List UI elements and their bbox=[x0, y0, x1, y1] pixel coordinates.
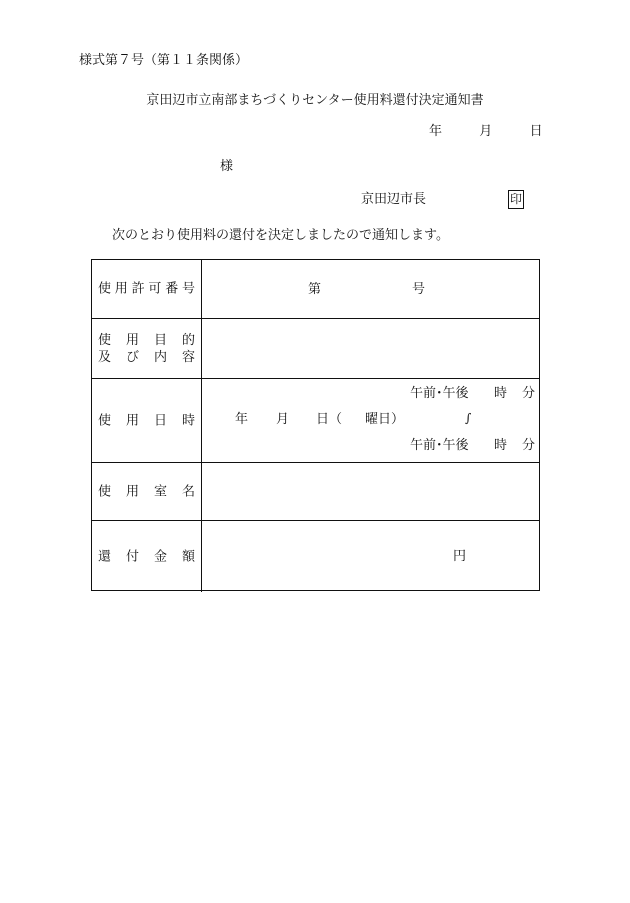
addressee-suffix: 様 bbox=[220, 159, 234, 174]
permit-number-value-cell bbox=[202, 260, 539, 318]
row-purpose bbox=[92, 319, 539, 379]
issuer-name: 京田辺市長 bbox=[361, 192, 427, 207]
range-mark: ∫ bbox=[465, 411, 472, 425]
permit-number-suffix: 号 bbox=[412, 282, 426, 297]
room-label-cell bbox=[92, 463, 202, 520]
date-day: 日（ bbox=[316, 412, 343, 427]
date-weekday: 曜日） bbox=[365, 412, 405, 427]
refund-label: 還 付 金 額 bbox=[98, 549, 195, 564]
purpose-label-line2: 及 び 内 容 bbox=[98, 349, 195, 365]
refund-form-table bbox=[91, 259, 540, 591]
row-datetime bbox=[92, 379, 539, 463]
room-value-cell bbox=[202, 463, 539, 520]
refund-unit: 円 bbox=[453, 549, 467, 564]
purpose-label-line1: 使 用 目 的 bbox=[98, 332, 195, 348]
purpose-label-cell bbox=[92, 319, 202, 378]
start-minute: 分 bbox=[522, 386, 536, 401]
end-ampm: 午前･午後 bbox=[410, 438, 469, 453]
intro-text: 次のとおり使用料の還付を決定しましたので通知します。 bbox=[112, 228, 449, 243]
start-hour: 時 bbox=[494, 386, 508, 401]
date-month-label: 月 bbox=[479, 124, 493, 139]
datetime-label: 使 用 日 時 bbox=[98, 413, 195, 428]
date-day-label: 日 bbox=[529, 124, 543, 139]
permit-number-prefix: 第 bbox=[308, 282, 322, 297]
room-label: 使 用 室 名 bbox=[98, 484, 195, 499]
row-refund-amount bbox=[92, 521, 539, 592]
date-year-label: 年 bbox=[429, 124, 443, 139]
document-title: 京田辺市立南部まちづくりセンター使用料還付決定通知書 bbox=[146, 93, 484, 108]
date-month: 月 bbox=[276, 412, 290, 427]
date-line bbox=[429, 124, 543, 140]
refund-label-cell bbox=[92, 521, 202, 592]
end-hour: 時 bbox=[494, 438, 508, 453]
datetime-label-cell bbox=[92, 379, 202, 462]
seal-mark: 印 bbox=[508, 190, 524, 209]
datetime-value-cell bbox=[202, 379, 539, 462]
date-year: 年 bbox=[235, 412, 249, 427]
refund-value-cell bbox=[202, 521, 539, 592]
purpose-value-cell bbox=[202, 319, 539, 378]
permit-number-label: 使用許可番号 bbox=[98, 281, 195, 297]
start-ampm: 午前･午後 bbox=[410, 386, 469, 401]
form-number: 様式第７号（第１１条関係） bbox=[79, 53, 249, 68]
end-minute: 分 bbox=[522, 438, 536, 453]
row-permit-number bbox=[92, 260, 539, 319]
row-room bbox=[92, 463, 539, 521]
permit-number-label-cell bbox=[92, 260, 202, 318]
